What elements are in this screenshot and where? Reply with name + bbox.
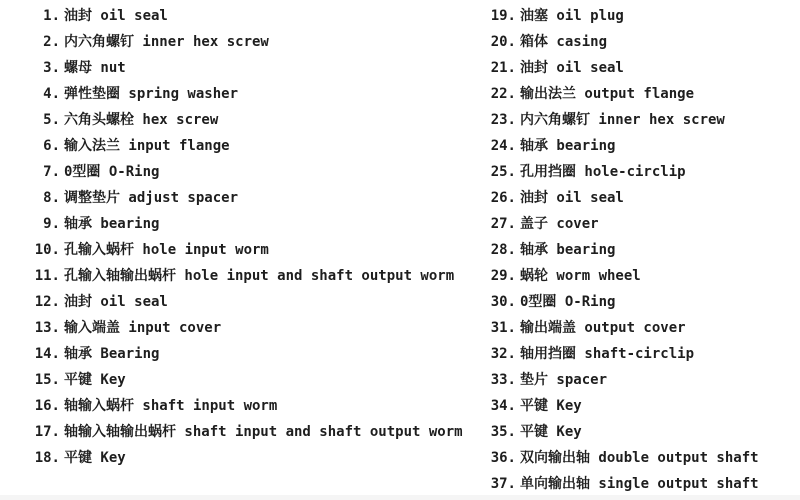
item-number: 29.: [490, 268, 516, 284]
item-number: 30.: [490, 294, 516, 310]
item-label: 油封 oil seal: [520, 60, 624, 76]
parts-list-item: [34, 367, 463, 393]
item-label: 平键 Key: [64, 372, 126, 388]
parts-list-item: [34, 211, 463, 237]
item-number: 2.: [43, 34, 60, 50]
item-number: 12.: [34, 294, 60, 310]
item-number: 24.: [490, 138, 516, 154]
item-number: 17.: [34, 424, 60, 440]
item-label: 螺母 nut: [64, 60, 126, 76]
parts-list-item: [34, 159, 463, 185]
item-label: 孔用挡圈 hole-circlip: [520, 164, 686, 180]
parts-list-item: [34, 55, 463, 81]
parts-list-item: [34, 3, 463, 29]
item-label: 0型圈 O-Ring: [520, 294, 616, 310]
parts-list-item: [34, 29, 463, 55]
parts-list-item: [34, 263, 463, 289]
parts-list-item: [490, 133, 759, 159]
item-label: 轴承 bearing: [520, 242, 616, 258]
item-number: 25.: [490, 164, 516, 180]
parts-list-item: [490, 55, 759, 81]
item-label: 油塞 oil plug: [520, 8, 624, 24]
item-number: 5.: [43, 112, 60, 128]
item-label: 0型圈 O-Ring: [64, 164, 160, 180]
item-label: 输出法兰 output flange: [520, 86, 695, 102]
parts-list-item: [34, 289, 463, 315]
item-label: 轴承 bearing: [520, 138, 616, 154]
item-number: 1.: [43, 8, 60, 24]
item-label: 内六角螺钉 inner hex screw: [520, 112, 725, 128]
item-number: 26.: [490, 190, 516, 206]
item-number: 34.: [490, 398, 516, 414]
parts-list-right-column: [490, 3, 759, 497]
parts-list-item: [490, 237, 759, 263]
parts-list-item: [34, 81, 463, 107]
item-label: 蜗轮 worm wheel: [520, 268, 641, 284]
item-label: 单向输出轴 single output shaft: [520, 476, 759, 492]
parts-list-item: [34, 237, 463, 263]
item-label: 油封 oil seal: [64, 8, 168, 24]
item-label: 垫片 spacer: [520, 372, 608, 388]
item-label: 平键 Key: [520, 424, 582, 440]
item-label: 轴输入轴输出蜗杆 shaft input and shaft output worm: [64, 424, 463, 440]
parts-list-item: [490, 107, 759, 133]
item-label: 孔输入轴输出蜗杆 hole input and shaft output worm: [64, 268, 455, 284]
item-label: 六角头螺栓 hex screw: [64, 112, 219, 128]
item-label: 平键 Key: [64, 450, 126, 466]
item-number: 6.: [43, 138, 60, 154]
item-label: 双向输出轴 double output shaft: [520, 450, 759, 466]
parts-list-item: [490, 211, 759, 237]
item-number: 33.: [490, 372, 516, 388]
parts-list-item: [34, 107, 463, 133]
item-number: 14.: [34, 346, 60, 362]
bottom-edge-strip: [0, 495, 800, 500]
item-label: 箱体 casing: [520, 34, 608, 50]
item-label: 平键 Key: [520, 398, 582, 414]
parts-list-item: [34, 133, 463, 159]
parts-list-item: [490, 419, 759, 445]
parts-list-item: [490, 341, 759, 367]
parts-list-item: [34, 315, 463, 341]
item-number: 4.: [43, 86, 60, 102]
item-number: 10.: [34, 242, 60, 258]
item-number: 27.: [490, 216, 516, 232]
item-number: 18.: [34, 450, 60, 466]
parts-list-left-column: [34, 3, 463, 471]
parts-list-item: [490, 471, 759, 497]
item-label: 轴承 Bearing: [64, 346, 160, 362]
parts-list-item: [34, 445, 463, 471]
parts-list-item: [490, 367, 759, 393]
parts-list-item: [490, 185, 759, 211]
item-label: 弹性垫圈 spring washer: [64, 86, 239, 102]
item-number: 37.: [490, 476, 516, 492]
parts-list-item: [34, 341, 463, 367]
item-label: 盖子 cover: [520, 216, 599, 232]
parts-list-item: [490, 315, 759, 341]
item-number: 32.: [490, 346, 516, 362]
item-number: 13.: [34, 320, 60, 336]
parts-list-item: [490, 289, 759, 315]
parts-list-item: [490, 445, 759, 471]
item-number: 35.: [490, 424, 516, 440]
item-label: 调整垫片 adjust spacer: [64, 190, 239, 206]
item-number: 11.: [34, 268, 60, 284]
parts-list-item: [490, 393, 759, 419]
item-label: 轴承 bearing: [64, 216, 160, 232]
parts-list-item: [490, 3, 759, 29]
item-label: 内六角螺钉 inner hex screw: [64, 34, 269, 50]
item-number: 16.: [34, 398, 60, 414]
item-label: 输入法兰 input flange: [64, 138, 230, 154]
item-number: 19.: [490, 8, 516, 24]
item-label: 输入端盖 input cover: [64, 320, 222, 336]
parts-list-item: [490, 29, 759, 55]
item-number: 36.: [490, 450, 516, 466]
parts-list-item: [490, 263, 759, 289]
item-number: 9.: [43, 216, 60, 232]
item-label: 轴用挡圈 shaft-circlip: [520, 346, 695, 362]
item-label: 油封 oil seal: [520, 190, 624, 206]
item-number: 3.: [43, 60, 60, 76]
item-label: 孔输入蜗杆 hole input worm: [64, 242, 269, 258]
item-label: 输出端盖 output cover: [520, 320, 686, 336]
item-number: 21.: [490, 60, 516, 76]
parts-list-item: [490, 81, 759, 107]
parts-list-item: [34, 419, 463, 445]
parts-list-item: [34, 185, 463, 211]
item-number: 20.: [490, 34, 516, 50]
parts-list-item: [34, 393, 463, 419]
item-number: 23.: [490, 112, 516, 128]
item-number: 8.: [43, 190, 60, 206]
item-label: 轴输入蜗杆 shaft input worm: [64, 398, 278, 414]
item-number: 28.: [490, 242, 516, 258]
item-number: 31.: [490, 320, 516, 336]
item-label: 油封 oil seal: [64, 294, 168, 310]
item-number: 7.: [43, 164, 60, 180]
parts-list-item: [490, 159, 759, 185]
item-number: 15.: [34, 372, 60, 388]
item-number: 22.: [490, 86, 516, 102]
